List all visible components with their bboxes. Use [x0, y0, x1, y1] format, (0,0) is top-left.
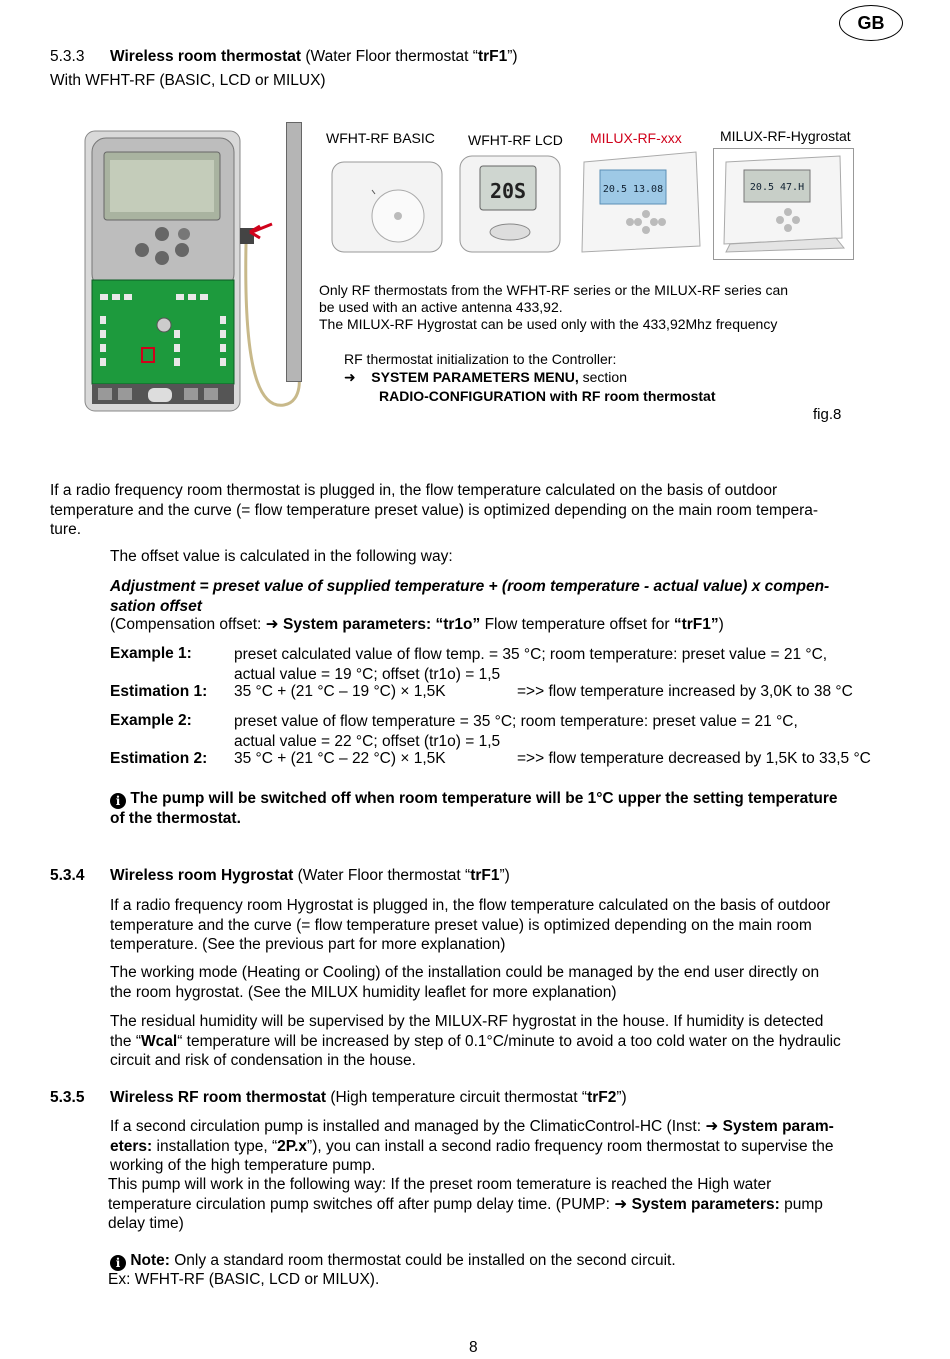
hygrostat-paragraph-1: If a radio frequency room Hygrostat is plugged in, the flow temperature calculated on the basis of outdoor temperature and the curve (= flow temperature preset value) is optimized depending on the main room temperature. (See the previous part for more explanation) — [110, 897, 831, 953]
figure-label: fig.8 — [813, 406, 842, 423]
hygrostat-paragraph-3: The residual humidity will be supervised by the MILUX-RF hygrostat in the house. If humidity is detected the “Wcal“ temperature will be increased by step of 0.1°C/minute to avoid a too cold water on the hydraulic circuit and risk of condensation in the house. — [110, 1013, 841, 1069]
arrow-right-icon: ➜ — [614, 1194, 628, 1213]
section-number: 5.3.4 — [50, 867, 85, 884]
caption-milux-hygrostat: MILUX-RF-Hygrostat — [720, 128, 851, 144]
section-subtitle: With WFHT-RF (BASIC, LCD or MILUX) — [50, 72, 326, 89]
milux-hygrostat-image — [716, 152, 850, 256]
figure-note-line: be used with an active antenna 433,92. — [319, 299, 563, 315]
offset-intro: The offset value is calculated in the following way: — [110, 548, 453, 565]
estimation-1-label: Estimation 1: — [110, 683, 208, 700]
wfht-basic-image — [330, 156, 450, 256]
wfht-lcd-image — [458, 152, 568, 256]
pump-warning: i The pump will be switched off when room temperature will be 1°C upper the setting temperature of the thermostat. — [110, 790, 838, 827]
estimation-1-calc: 35 °C + (21 °C – 19 °C) × 1,5K — [234, 683, 446, 700]
section-title: Wireless room thermostat (Water Floor thermostat “trF1”) — [110, 48, 518, 65]
example-2-text: preset value of flow temperature = 35 °C; room temperature: preset value = 21 °C, actual value = 22 °C; offset (tr1o) = 1,5 — [234, 713, 798, 750]
menu-line: ➜ SYSTEM PARAMETERS MENU, section — [344, 369, 627, 386]
caption-wfht-lcd: WFHT-RF LCD — [468, 132, 563, 148]
example-2-label: Example 2: — [110, 712, 192, 729]
section-title: Wireless RF room thermostat (High temperature circuit thermostat “trF2”) — [110, 1089, 627, 1106]
info-icon: i — [110, 1255, 126, 1271]
caption-milux-xxx: MILUX-RF-xxx — [590, 130, 682, 146]
hygro-display-text: 20.5 47.H — [749, 182, 805, 193]
section-title: Wireless room Hygrostat (Water Floor thermostat “trF1”) — [110, 867, 510, 884]
language-badge: GB — [839, 5, 903, 41]
figure-note-line: The MILUX-RF Hygrostat can be used only with the 433,92Mhz frequency — [319, 316, 778, 332]
figure-note — [319, 282, 788, 333]
section-number: 5.3.5 — [50, 1089, 85, 1106]
info-icon: i — [110, 793, 126, 809]
pump-behaviour-paragraph: This pump will work in the following way: If the preset room temerature is reached the High water temperature circulation pump switches off after pump delay time. (PUMP: ➜ System parameters: pump delay time) — [108, 1176, 823, 1232]
rf-thermostat-paragraph: If a second circulation pump is installed and managed by the ClimaticControl-HC (Inst: ➜ System param- eters: installation type, “2P.x”), you can install a second radio frequency room thermostat to supervise the working of the high temperature pump. — [110, 1117, 834, 1174]
note-paragraph: i Note: Only a standard room thermostat could be installed on the second circuit. — [110, 1251, 676, 1271]
milux-xxx-image — [576, 148, 706, 260]
hygrostat-paragraph-2: The working mode (Heating or Cooling) of the installation could be managed by the end user directly on the room hygrostat. (See the MILUX humidity leaflet for more explanation) — [110, 964, 820, 1001]
figure-note-line: Only RF thermostats from the WFHT-RF series or the MILUX-RF series can — [319, 282, 789, 298]
page-number: 8 — [469, 1339, 478, 1356]
milux-display-text: 20.5 13.08 — [602, 184, 664, 195]
adjustment-formula: Adjustment = preset value of supplied temperature + (room temperature - actual value) x compen- sation offset — [110, 578, 830, 615]
example-1-label: Example 1: — [110, 645, 192, 662]
estimation-2-result: =>> flow temperature decreased by 1,5K to 33,5 °C — [517, 750, 871, 767]
caption-wfht-basic: WFHT-RF BASIC — [326, 130, 435, 146]
estimation-1-result: =>> flow temperature increased by 3,0K to 38 °C — [517, 683, 853, 700]
example-line: Ex: WFHT-RF (BASIC, LCD or MILUX). — [108, 1271, 380, 1288]
arrow-right-icon: ➜ — [265, 615, 279, 633]
antenna-cable — [255, 230, 301, 410]
arrow-right-icon: ➜ — [705, 1117, 719, 1135]
compensation-line: (Compensation offset: ➜ System parameters: “tr1o” Flow temperature offset for “trF1”) — [110, 615, 724, 633]
radio-config-line: RADIO-CONFIGURATION with RF room thermostat — [379, 388, 716, 404]
estimation-2-label: Estimation 2: — [110, 750, 208, 767]
init-line: RF thermostat initialization to the Controller: — [344, 351, 617, 367]
lcd-display-text: 20S — [489, 179, 527, 203]
arrow-right-icon: ➜ — [344, 370, 356, 386]
intro-paragraph: If a radio frequency room thermostat is plugged in, the flow temperature calculated on the basis of outdoor temperature and the curve (= flow temperature preset value) is optimized depending on the main room tempera- ture. — [50, 482, 819, 538]
estimation-2-calc: 35 °C + (21 °C – 22 °C) × 1,5K — [234, 750, 446, 767]
section-number: 5.3.3 — [50, 48, 85, 65]
figure — [0, 110, 950, 430]
init-instructions — [344, 350, 716, 405]
example-1-text: preset calculated value of flow temp. = 35 °C; room temperature: preset value = 21 °C, actual value = 19 °C; offset (tr1o) = 1,5 — [234, 646, 828, 683]
